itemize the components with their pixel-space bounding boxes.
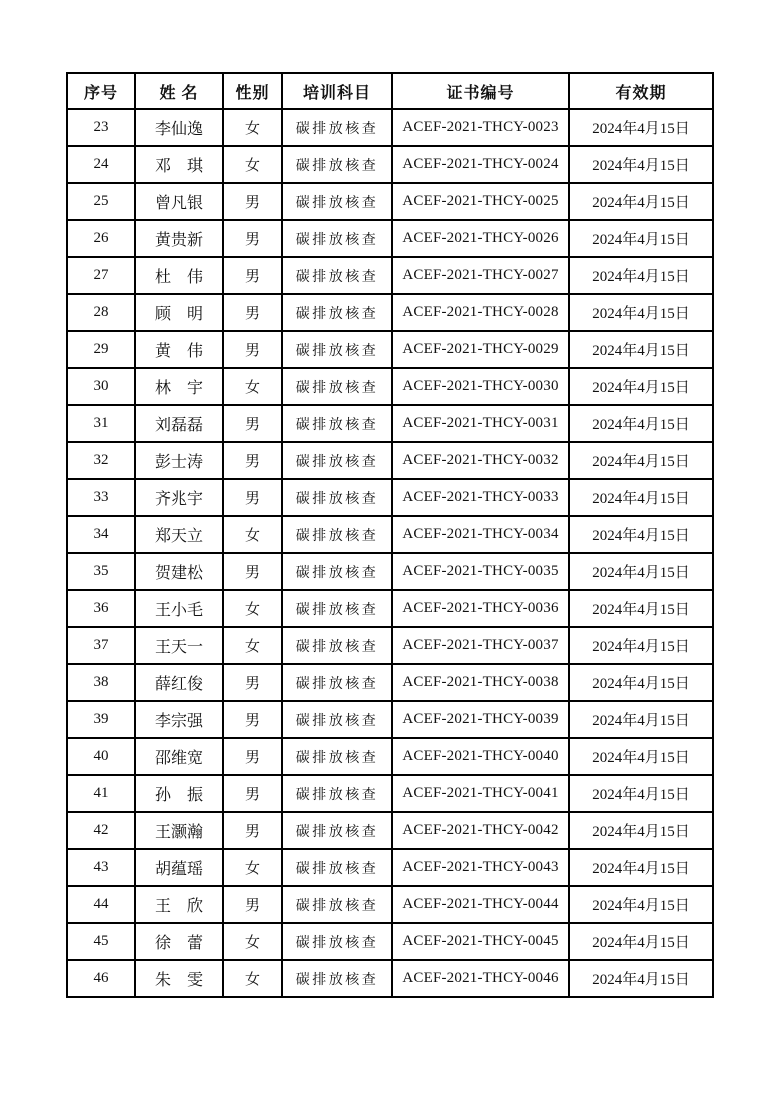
cell-validity-period: 2024年4月15日 bbox=[569, 590, 713, 627]
cell-validity-period: 2024年4月15日 bbox=[569, 405, 713, 442]
cell-validity-period: 2024年4月15日 bbox=[569, 923, 713, 960]
cell-certificate-number: ACEF-2021-THCY-0029 bbox=[392, 331, 569, 368]
table-row bbox=[67, 294, 713, 331]
cell-serial-number: 30 bbox=[67, 368, 135, 405]
cell-serial-number: 39 bbox=[67, 701, 135, 738]
cell-serial-number: 37 bbox=[67, 627, 135, 664]
header-gender: 性别 bbox=[223, 73, 282, 109]
cell-gender: 男 bbox=[223, 442, 282, 479]
cell-name: 朱 雯 bbox=[135, 960, 223, 997]
cell-training-subject: 碳排放核查 bbox=[282, 146, 392, 183]
cell-name: 曾凡银 bbox=[135, 183, 223, 220]
header-name: 姓 名 bbox=[135, 73, 223, 109]
cell-training-subject: 碳排放核查 bbox=[282, 109, 392, 146]
cell-certificate-number: ACEF-2021-THCY-0037 bbox=[392, 627, 569, 664]
cell-validity-period: 2024年4月15日 bbox=[569, 368, 713, 405]
cell-certificate-number: ACEF-2021-THCY-0044 bbox=[392, 886, 569, 923]
cell-gender: 女 bbox=[223, 109, 282, 146]
cell-gender: 女 bbox=[223, 960, 282, 997]
cell-name: 王 欣 bbox=[135, 886, 223, 923]
cell-gender: 男 bbox=[223, 331, 282, 368]
cell-name: 邓 琪 bbox=[135, 146, 223, 183]
cell-certificate-number: ACEF-2021-THCY-0036 bbox=[392, 590, 569, 627]
table-row bbox=[67, 849, 713, 886]
cell-gender: 女 bbox=[223, 368, 282, 405]
cell-validity-period: 2024年4月15日 bbox=[569, 553, 713, 590]
cell-serial-number: 26 bbox=[67, 220, 135, 257]
cell-serial-number: 24 bbox=[67, 146, 135, 183]
cell-gender: 男 bbox=[223, 220, 282, 257]
cell-name: 彭士涛 bbox=[135, 442, 223, 479]
table-row bbox=[67, 590, 713, 627]
cell-certificate-number: ACEF-2021-THCY-0038 bbox=[392, 664, 569, 701]
cell-training-subject: 碳排放核查 bbox=[282, 368, 392, 405]
cell-serial-number: 31 bbox=[67, 405, 135, 442]
cell-name: 刘磊磊 bbox=[135, 405, 223, 442]
cell-serial-number: 42 bbox=[67, 812, 135, 849]
cell-training-subject: 碳排放核查 bbox=[282, 960, 392, 997]
cell-validity-period: 2024年4月15日 bbox=[569, 960, 713, 997]
cell-validity-period: 2024年4月15日 bbox=[569, 886, 713, 923]
cell-certificate-number: ACEF-2021-THCY-0039 bbox=[392, 701, 569, 738]
table-header bbox=[67, 73, 713, 109]
cell-validity-period: 2024年4月15日 bbox=[569, 109, 713, 146]
cell-training-subject: 碳排放核查 bbox=[282, 664, 392, 701]
cell-gender: 男 bbox=[223, 886, 282, 923]
cell-gender: 女 bbox=[223, 146, 282, 183]
cell-gender: 男 bbox=[223, 183, 282, 220]
cell-serial-number: 32 bbox=[67, 442, 135, 479]
cell-certificate-number: ACEF-2021-THCY-0024 bbox=[392, 146, 569, 183]
cell-validity-period: 2024年4月15日 bbox=[569, 516, 713, 553]
cell-certificate-number: ACEF-2021-THCY-0026 bbox=[392, 220, 569, 257]
cell-certificate-number: ACEF-2021-THCY-0030 bbox=[392, 368, 569, 405]
cell-name: 王小毛 bbox=[135, 590, 223, 627]
cell-name: 王灏瀚 bbox=[135, 812, 223, 849]
cell-certificate-number: ACEF-2021-THCY-0023 bbox=[392, 109, 569, 146]
cell-name: 贺建松 bbox=[135, 553, 223, 590]
cell-serial-number: 35 bbox=[67, 553, 135, 590]
table-row bbox=[67, 146, 713, 183]
cell-training-subject: 碳排放核查 bbox=[282, 812, 392, 849]
table-row bbox=[67, 220, 713, 257]
cell-gender: 男 bbox=[223, 664, 282, 701]
cell-certificate-number: ACEF-2021-THCY-0041 bbox=[392, 775, 569, 812]
cell-training-subject: 碳排放核查 bbox=[282, 442, 392, 479]
table-row bbox=[67, 442, 713, 479]
cell-serial-number: 44 bbox=[67, 886, 135, 923]
cell-certificate-number: ACEF-2021-THCY-0045 bbox=[392, 923, 569, 960]
certificate-table bbox=[66, 72, 714, 998]
cell-name: 郑天立 bbox=[135, 516, 223, 553]
table-row bbox=[67, 405, 713, 442]
cell-validity-period: 2024年4月15日 bbox=[569, 738, 713, 775]
cell-validity-period: 2024年4月15日 bbox=[569, 331, 713, 368]
header-validity-period: 有效期 bbox=[569, 73, 713, 109]
cell-validity-period: 2024年4月15日 bbox=[569, 775, 713, 812]
cell-name: 杜 伟 bbox=[135, 257, 223, 294]
cell-certificate-number: ACEF-2021-THCY-0025 bbox=[392, 183, 569, 220]
cell-serial-number: 38 bbox=[67, 664, 135, 701]
cell-gender: 女 bbox=[223, 590, 282, 627]
cell-training-subject: 碳排放核查 bbox=[282, 701, 392, 738]
cell-name: 顾 明 bbox=[135, 294, 223, 331]
cell-serial-number: 41 bbox=[67, 775, 135, 812]
cell-gender: 男 bbox=[223, 257, 282, 294]
cell-certificate-number: ACEF-2021-THCY-0028 bbox=[392, 294, 569, 331]
table-row bbox=[67, 553, 713, 590]
cell-serial-number: 43 bbox=[67, 849, 135, 886]
cell-gender: 男 bbox=[223, 479, 282, 516]
cell-name: 胡蕴瑶 bbox=[135, 849, 223, 886]
cell-gender: 男 bbox=[223, 738, 282, 775]
cell-training-subject: 碳排放核查 bbox=[282, 516, 392, 553]
table-row bbox=[67, 516, 713, 553]
cell-training-subject: 碳排放核查 bbox=[282, 294, 392, 331]
header-certificate-number: 证书编号 bbox=[392, 73, 569, 109]
header-training-subject: 培训科目 bbox=[282, 73, 392, 109]
cell-certificate-number: ACEF-2021-THCY-0035 bbox=[392, 553, 569, 590]
cell-certificate-number: ACEF-2021-THCY-0033 bbox=[392, 479, 569, 516]
table-row bbox=[67, 664, 713, 701]
cell-gender: 女 bbox=[223, 516, 282, 553]
cell-gender: 男 bbox=[223, 553, 282, 590]
cell-name: 黄 伟 bbox=[135, 331, 223, 368]
cell-gender: 女 bbox=[223, 849, 282, 886]
cell-validity-period: 2024年4月15日 bbox=[569, 294, 713, 331]
cell-gender: 男 bbox=[223, 294, 282, 331]
cell-serial-number: 46 bbox=[67, 960, 135, 997]
table-row bbox=[67, 960, 713, 997]
cell-serial-number: 29 bbox=[67, 331, 135, 368]
cell-serial-number: 36 bbox=[67, 590, 135, 627]
cell-serial-number: 40 bbox=[67, 738, 135, 775]
cell-training-subject: 碳排放核查 bbox=[282, 738, 392, 775]
cell-certificate-number: ACEF-2021-THCY-0031 bbox=[392, 405, 569, 442]
cell-gender: 男 bbox=[223, 775, 282, 812]
table-row bbox=[67, 331, 713, 368]
cell-gender: 女 bbox=[223, 627, 282, 664]
cell-serial-number: 25 bbox=[67, 183, 135, 220]
cell-serial-number: 34 bbox=[67, 516, 135, 553]
cell-training-subject: 碳排放核查 bbox=[282, 479, 392, 516]
cell-serial-number: 23 bbox=[67, 109, 135, 146]
cell-validity-period: 2024年4月15日 bbox=[569, 257, 713, 294]
table-row bbox=[67, 738, 713, 775]
cell-certificate-number: ACEF-2021-THCY-0032 bbox=[392, 442, 569, 479]
cell-validity-period: 2024年4月15日 bbox=[569, 220, 713, 257]
cell-gender: 男 bbox=[223, 701, 282, 738]
cell-name: 李仙逸 bbox=[135, 109, 223, 146]
cell-validity-period: 2024年4月15日 bbox=[569, 664, 713, 701]
cell-gender: 男 bbox=[223, 405, 282, 442]
table-row bbox=[67, 627, 713, 664]
table-row bbox=[67, 886, 713, 923]
cell-training-subject: 碳排放核查 bbox=[282, 886, 392, 923]
cell-training-subject: 碳排放核查 bbox=[282, 183, 392, 220]
cell-training-subject: 碳排放核查 bbox=[282, 775, 392, 812]
table-row bbox=[67, 812, 713, 849]
cell-serial-number: 33 bbox=[67, 479, 135, 516]
table-row bbox=[67, 257, 713, 294]
table-row bbox=[67, 109, 713, 146]
cell-gender: 女 bbox=[223, 923, 282, 960]
table-row bbox=[67, 775, 713, 812]
cell-name: 薛红俊 bbox=[135, 664, 223, 701]
cell-certificate-number: ACEF-2021-THCY-0027 bbox=[392, 257, 569, 294]
cell-certificate-number: ACEF-2021-THCY-0042 bbox=[392, 812, 569, 849]
cell-certificate-number: ACEF-2021-THCY-0034 bbox=[392, 516, 569, 553]
cell-validity-period: 2024年4月15日 bbox=[569, 479, 713, 516]
cell-validity-period: 2024年4月15日 bbox=[569, 442, 713, 479]
cell-name: 齐兆宇 bbox=[135, 479, 223, 516]
cell-training-subject: 碳排放核查 bbox=[282, 331, 392, 368]
cell-validity-period: 2024年4月15日 bbox=[569, 701, 713, 738]
cell-name: 孙 振 bbox=[135, 775, 223, 812]
table-row bbox=[67, 368, 713, 405]
cell-name: 邵维宽 bbox=[135, 738, 223, 775]
cell-training-subject: 碳排放核查 bbox=[282, 627, 392, 664]
table-row bbox=[67, 701, 713, 738]
cell-name: 李宗强 bbox=[135, 701, 223, 738]
table-body bbox=[67, 109, 713, 997]
cell-training-subject: 碳排放核查 bbox=[282, 923, 392, 960]
cell-training-subject: 碳排放核查 bbox=[282, 257, 392, 294]
table-row bbox=[67, 479, 713, 516]
cell-training-subject: 碳排放核查 bbox=[282, 849, 392, 886]
cell-serial-number: 27 bbox=[67, 257, 135, 294]
cell-serial-number: 45 bbox=[67, 923, 135, 960]
cell-name: 王天一 bbox=[135, 627, 223, 664]
cell-certificate-number: ACEF-2021-THCY-0040 bbox=[392, 738, 569, 775]
cell-validity-period: 2024年4月15日 bbox=[569, 627, 713, 664]
cell-validity-period: 2024年4月15日 bbox=[569, 849, 713, 886]
cell-validity-period: 2024年4月15日 bbox=[569, 183, 713, 220]
table-row bbox=[67, 183, 713, 220]
table-row bbox=[67, 923, 713, 960]
cell-serial-number: 28 bbox=[67, 294, 135, 331]
cell-training-subject: 碳排放核查 bbox=[282, 590, 392, 627]
cell-training-subject: 碳排放核查 bbox=[282, 553, 392, 590]
cell-name: 黄贵新 bbox=[135, 220, 223, 257]
cell-certificate-number: ACEF-2021-THCY-0046 bbox=[392, 960, 569, 997]
header-row bbox=[67, 73, 713, 109]
cell-certificate-number: ACEF-2021-THCY-0043 bbox=[392, 849, 569, 886]
cell-validity-period: 2024年4月15日 bbox=[569, 146, 713, 183]
cell-name: 林 宇 bbox=[135, 368, 223, 405]
header-serial-number: 序号 bbox=[67, 73, 135, 109]
cell-gender: 男 bbox=[223, 812, 282, 849]
cell-training-subject: 碳排放核查 bbox=[282, 405, 392, 442]
cell-validity-period: 2024年4月15日 bbox=[569, 812, 713, 849]
cell-training-subject: 碳排放核查 bbox=[282, 220, 392, 257]
cell-name: 徐 蕾 bbox=[135, 923, 223, 960]
